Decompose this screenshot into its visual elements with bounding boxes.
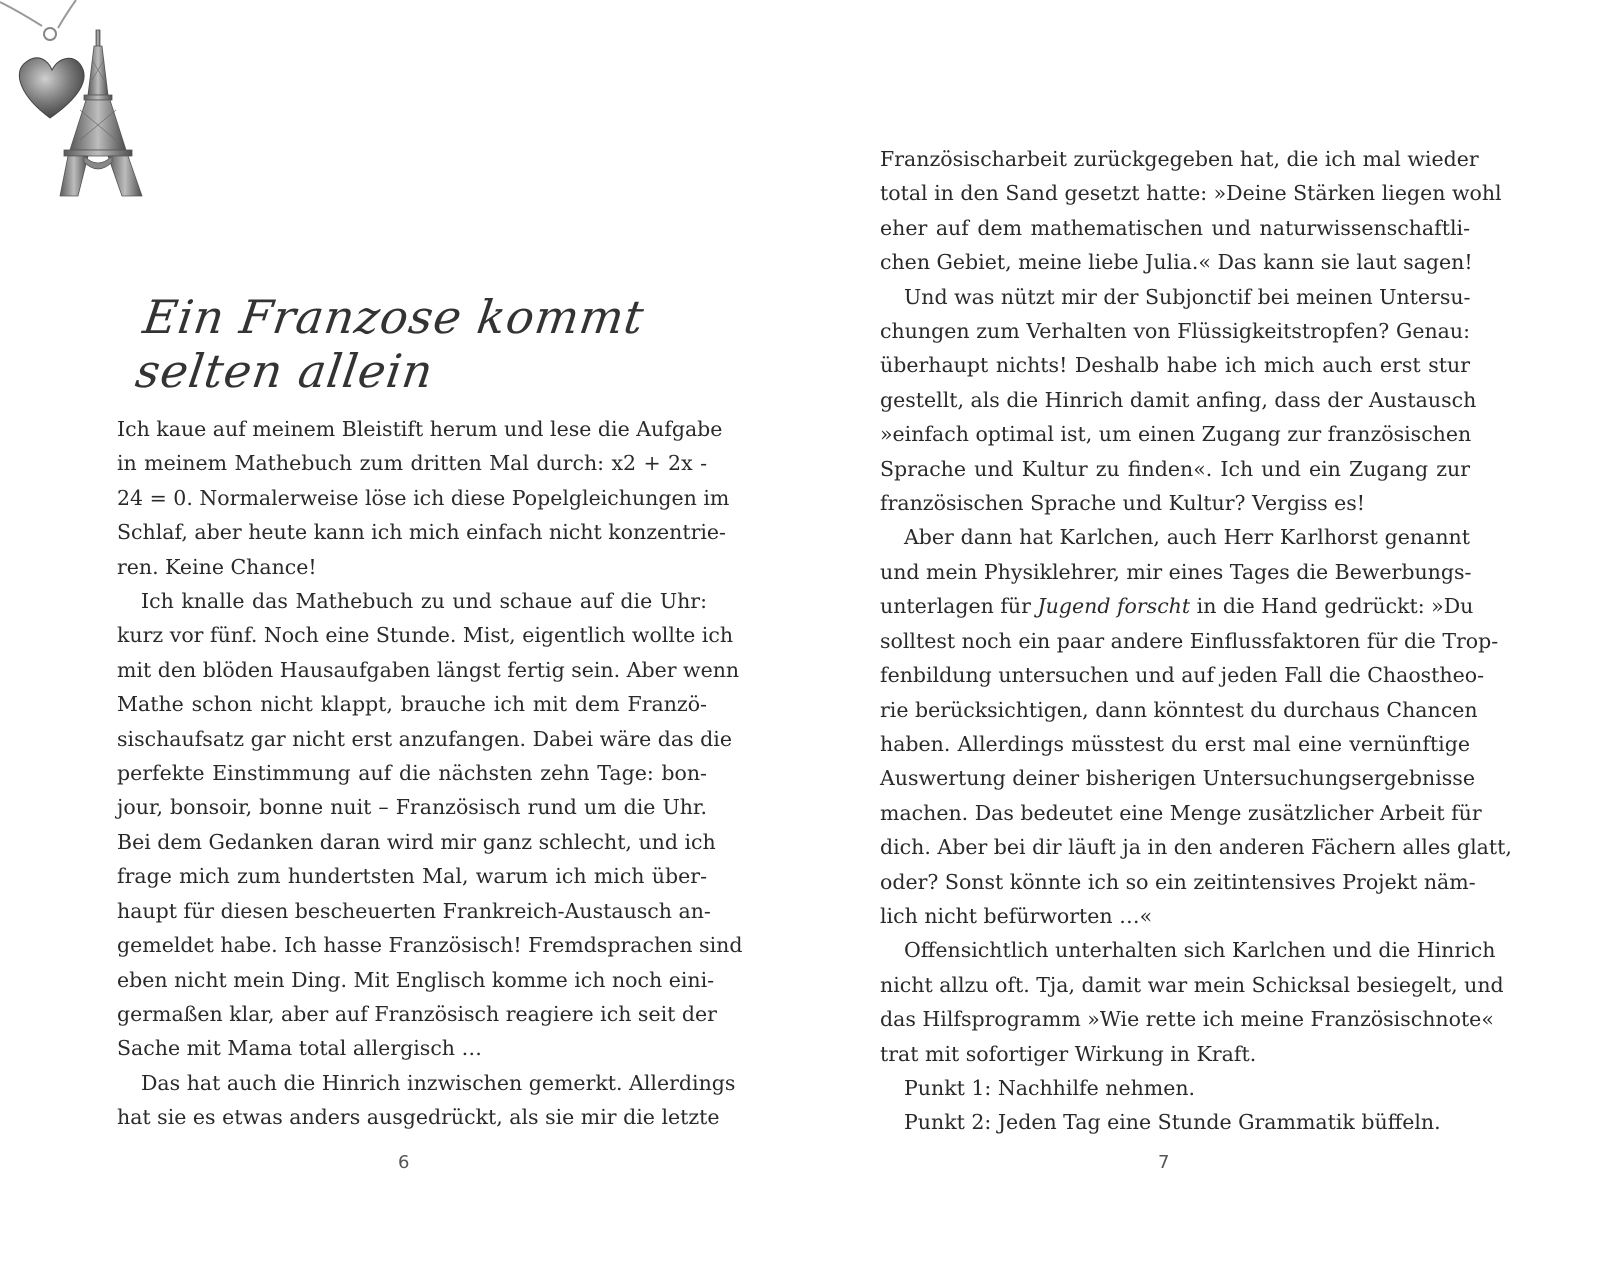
text-line: unterlagen für Jugend forscht in die Hand gedrückt: »Du: [880, 594, 1474, 619]
text-line: gemeldet habe. Ich hasse Französisch! Fremdsprachen sind: [117, 933, 743, 958]
text-line: Punkt 1: Nachhilfe nehmen.: [904, 1075, 1196, 1100]
text-line: chungen zum Verhalten von Flüssigkeitstropfen? Genau:: [880, 319, 1470, 344]
text-line: »einfach optimal ist, um einen Zugang zur französischen: [880, 422, 1472, 447]
text-line: Das hat auch die Hinrich inzwischen gemerkt. Allerdings: [141, 1070, 736, 1095]
text-line: Offensichtlich unterhalten sich Karlchen und die Hinrich: [904, 938, 1496, 963]
text-line: haben. Allerdings müsstest du erst mal eine vernünftige: [880, 731, 1470, 756]
text-line: das Hilfsprogramm »Wie rette ich meine Französischnote«: [880, 1007, 1494, 1032]
heart-eiffel-tower-pendant-icon: [0, 0, 190, 210]
text-line: trat mit sofortiger Wirkung in Kraft.: [880, 1041, 1257, 1066]
text-line: germaßen klar, aber auf Französisch reagiere ich seit der: [117, 1001, 717, 1026]
text-line: kurz vor fünf. Noch eine Stunde. Mist, eigentlich wollte ich: [117, 623, 734, 648]
text-line: überhaupt nichts! Deshalb habe ich mich auch erst stur: [880, 353, 1470, 378]
text-line: nicht allzu oft. Tja, damit war mein Schicksal besiegelt, und: [880, 972, 1504, 997]
text-line: in meinem Mathebuch zum dritten Mal durch: x2 + 2x -: [117, 451, 707, 476]
text-line: Sprache und Kultur zu finden«. Ich und ein Zugang zur: [880, 456, 1470, 481]
text-line: chen Gebiet, meine liebe Julia.« Das kann sie laut sagen!: [880, 250, 1473, 275]
text-line: total in den Sand gesetzt hatte: »Deine Stärken liegen wohl: [880, 181, 1502, 206]
text-line: Und was nützt mir der Subjonctif bei meinen Untersu-: [904, 284, 1471, 309]
text-line: Mathe schon nicht klappt, brauche ich mit dem Franzö-: [117, 692, 707, 717]
text-line: frage mich zum hundertsten Mal, warum ich mich über-: [117, 864, 707, 889]
text-line: und mein Physiklehrer, mir eines Tages die Bewerbungs-: [880, 559, 1472, 584]
text-line: französischen Sprache und Kultur? Vergiss es!: [880, 491, 1366, 516]
text-line: Sache mit Mama total allergisch …: [117, 1036, 483, 1061]
chapter-title: Ein Franzose kommt selten allein: [132, 290, 648, 398]
text-line: rie berücksichtigen, dann könntest du durchaus Chancen: [880, 697, 1478, 722]
text-line: Ich kaue auf meinem Bleistift herum und lese die Aufgabe: [117, 417, 723, 441]
text-line: machen. Das bedeutet eine Menge zusätzlicher Arbeit für: [880, 800, 1482, 825]
text-line: Aber dann hat Karlchen, auch Herr Karlhorst genannt: [904, 525, 1470, 550]
text-line: eben nicht mein Ding. Mit Englisch komme ich noch eini-: [117, 967, 715, 992]
text-line: hat sie es etwas anders ausgedrückt, als sie mir die letzte: [117, 1105, 720, 1130]
text-line: oder? Sonst könnte ich so ein zeitintensives Projekt näm-: [880, 869, 1476, 894]
text-line: eher auf dem mathematischen und naturwissenschaftli-: [880, 215, 1470, 240]
text-line: jour, bonsoir, bonne nuit – Französisch rund um die Uhr.: [117, 795, 707, 820]
text-line: dich. Aber bei dir läuft ja in den anderen Fächern alles glatt,: [880, 835, 1512, 860]
text-line: Auswertung deiner bisherigen Untersuchungsergebnisse: [880, 766, 1475, 791]
text-line: lich nicht befürworten …«: [880, 903, 1153, 928]
text-line: Bei dem Gedanken daran wird mir ganz schlecht, und ich: [117, 829, 716, 854]
text-line: gestellt, als die Hinrich damit anfing, dass der Austausch: [880, 387, 1477, 412]
text-line: mit den blöden Hausaufgaben längst fertig sein. Aber wenn: [117, 657, 740, 682]
right-page-body-text: [880, 142, 1512, 1140]
text-line: ren. Keine Chance!: [117, 554, 317, 579]
left-page-body-text: [117, 412, 743, 1135]
right-page: [800, 0, 1600, 1274]
text-line: perfekte Einstimmung auf die nächsten zehn Tage: bon-: [117, 761, 707, 786]
text-line: Ich knalle das Mathebuch zu und schaue auf die Uhr:: [141, 589, 707, 614]
text-line: Schlaf, aber heute kann ich mich einfach nicht konzentrie-: [117, 520, 726, 545]
text-line: fenbildung untersuchen und auf jeden Fall die Chaostheo-: [880, 663, 1485, 688]
text-line: sischaufsatz gar nicht erst anzufangen. Dabei wäre das die: [117, 726, 732, 751]
text-line: solltest noch ein paar andere Einflussfaktoren für die Trop-: [880, 628, 1499, 653]
text-line: 24 = 0. Normalerweise löse ich diese Popelgleichungen im: [117, 485, 730, 510]
page-number-left: 6: [398, 1152, 410, 1173]
page-number-right: 7: [1158, 1152, 1170, 1173]
text-line: Französischarbeit zurückgegeben hat, die ich mal wieder: [880, 147, 1479, 171]
italic-title: Jugend forscht: [1037, 594, 1191, 619]
text-line: haupt für diesen bescheuerten Frankreich-Austausch an-: [117, 898, 711, 923]
text-line: Punkt 2: Jeden Tag eine Stunde Grammatik büffeln.: [904, 1110, 1441, 1135]
